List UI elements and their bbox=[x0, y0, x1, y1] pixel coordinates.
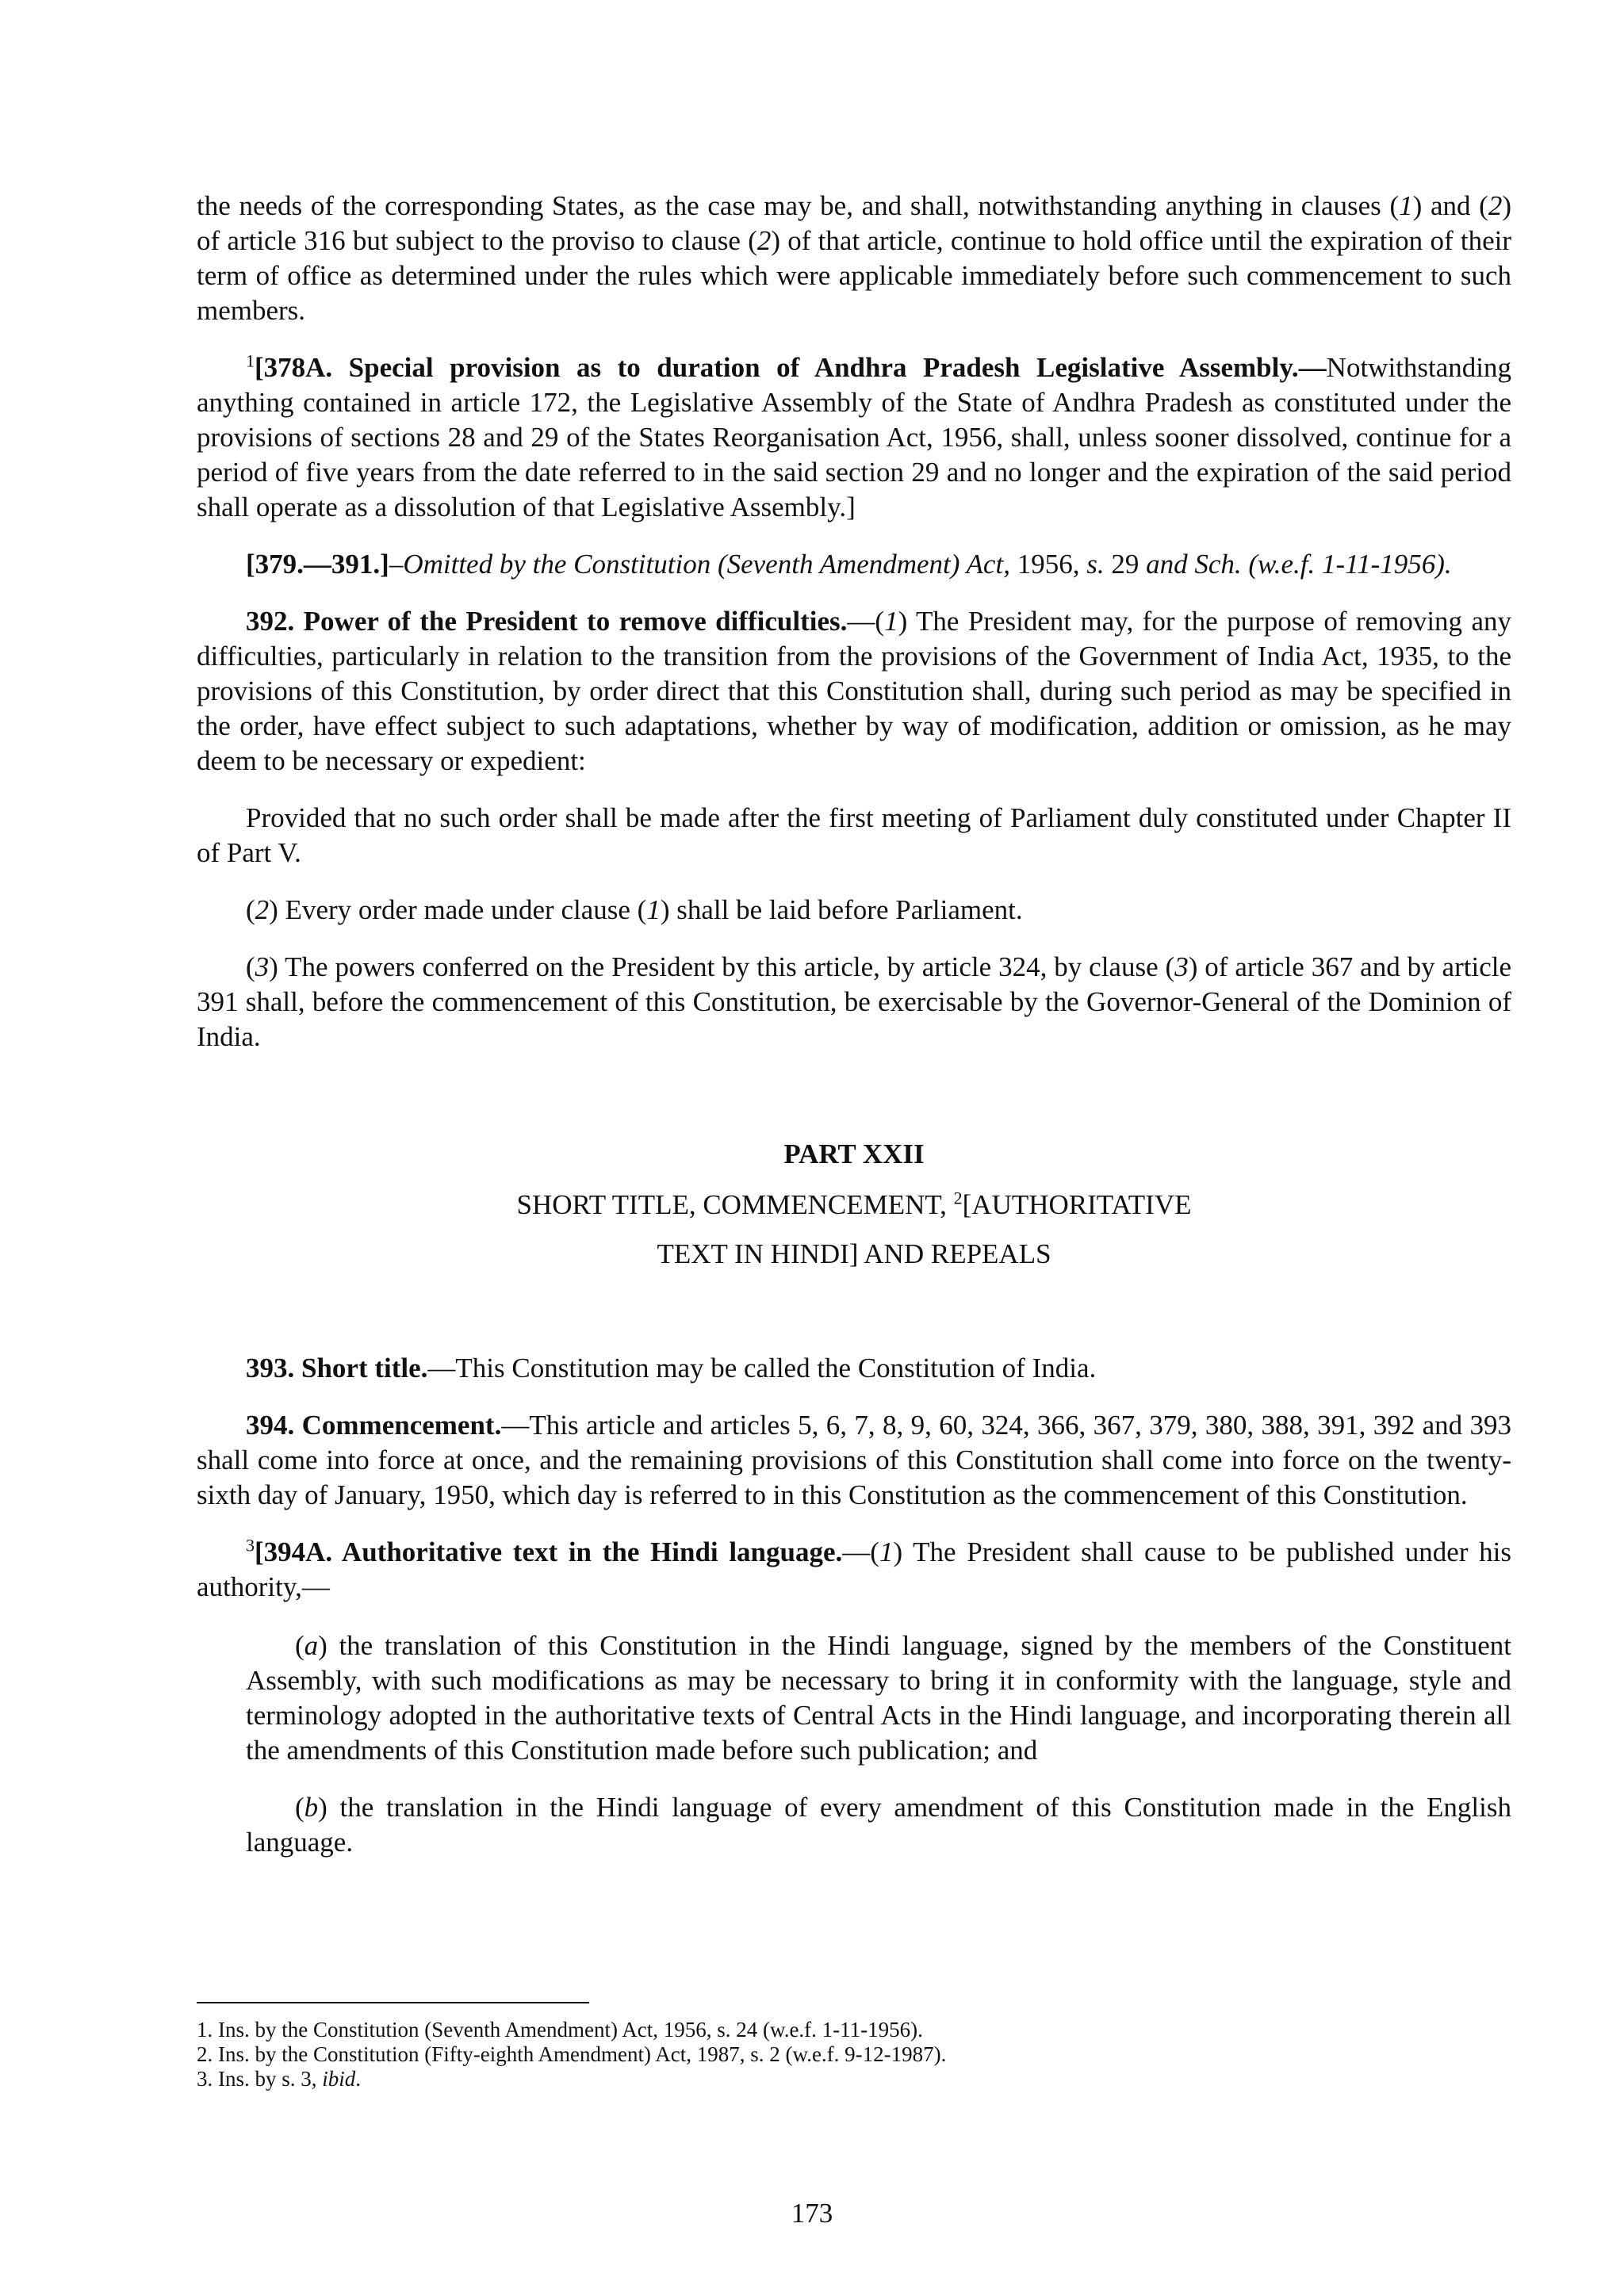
article-378a: $^1$[378A. Special provision as to duration of Andhra Pradesh Legislative Assembly.—Notwithstanding anything contained in article 172, the Legislative Assembly of the State of Andhra Pradesh as constituted under the provisions of sections 28 and 29 of the States Reorganisation Act, 1956, shall, unless sooner dissolved, continue for a period of five years from the date referred to in the said section 29 and no longer and the expiration of the said period shall operate as a dissolution of that Legislative Assembly.] bbox=[197, 350, 1511, 522]
article-394a-clause-a: (a) the translation of this Constitution in the Hindi language, signed by the members of the Constituent Assembly, with such modifications as may be necessary to bring it in conformity with the language, style and terminology adopted in the authoritative texts of Central Acts in the Hindi language, and incorporating therein all the amendments of this Constitution made before such publication; and bbox=[246, 1630, 1511, 1766]
part-title: PART XXII bbox=[783, 1138, 925, 1169]
part-heading bbox=[197, 1137, 1511, 1272]
footnote-ref-1: 1 bbox=[246, 350, 255, 371]
footnote-3: 3. Ins. by s. 3, ibid. bbox=[197, 2067, 362, 2091]
footnotes bbox=[197, 2018, 1511, 2091]
article-394-heading: 394. Commencement. bbox=[246, 1410, 502, 1441]
article-392-clause-3: (3) The powers conferred on the President by this article, by article 324, by clause (3) of article 367 and by article 391 shall, before the commencement of this Constitution, be exercisable by the Governor-General of the Dominion of India. bbox=[197, 951, 1511, 1052]
article-392-heading: 392. Power of the President to remove difficulties. bbox=[246, 606, 848, 637]
footnote-2: 2. Ins. by the Constitution (Fifty-eighth Amendment) Act, 1987, s. 2 (w.e.f. 9-12-1987). bbox=[197, 2042, 947, 2066]
footnote-1: 1. Ins. by the Constitution (Seventh Amendment) Act, 1956, s. 24 (w.e.f. 1-11-1956). bbox=[197, 2018, 923, 2042]
article-392-proviso: Provided that no such order shall be made after the first meeting of Parliament duly constituted under Chapter II of Part V. bbox=[197, 802, 1511, 868]
page-body bbox=[197, 189, 1511, 1860]
footnote-ref-2: 2 bbox=[953, 1188, 963, 1208]
continuation-paragraph: the needs of the corresponding States, as the case may be, and shall, notwithstanding anything in clauses (1) and (2) of article 316 but subject to the proviso to clause (2) of that article, continue to hold office until the expiration of their term of office as determined under the rules which were applicable immediately before such commencement to such members. bbox=[197, 190, 1511, 326]
page-number: 173 bbox=[791, 2198, 833, 2229]
article-379-391-omitted: [379.—391.]–Omitted by the Constitution (Seventh Amendment) Act, 1956, s. 29 and Sch. (w.e.f. 1-11-1956). bbox=[246, 549, 1452, 580]
article-393: 393. Short title.—This Constitution may be called the Constitution of India. bbox=[246, 1353, 1097, 1383]
footnote-divider bbox=[197, 2002, 589, 2003]
article-394a: $^3$[394A. Authoritative text in the Hindi language.—(1) The President shall cause to be published under his authority,— bbox=[197, 1535, 1511, 1602]
article-393-heading: 393. Short title. bbox=[246, 1353, 428, 1383]
part-subtitle-line-2: TEXT IN HINDI] AND REPEALS bbox=[657, 1238, 1051, 1269]
article-392: 392. Power of the President to remove difficulties.—(1) The President may, for the purpose of removing any difficulties, particularly in relation to the transition from the provisions of the Government of India Act, 1935, to the provisions of this Constitution, by order direct that this Constitution shall, during such period as may be specified in the order, have effect subject to such adaptations, whether by way of modification, addition or omission, as he may deem to be necessary or expedient: bbox=[197, 606, 1511, 776]
part-subtitle-line-1: SHORT TITLE, COMMENCEMENT, $^2$[AUTHORITATIVE bbox=[516, 1188, 1192, 1220]
article-394a-heading: [394A. Authoritative text in the Hindi language. bbox=[255, 1536, 843, 1567]
footnote-ref-3: 3 bbox=[246, 1535, 255, 1556]
article-392-clause-2: (2) Every order made under clause (1) shall be laid before Parliament. bbox=[246, 894, 1023, 925]
article-394: 394. Commencement.—This article and articles 5, 6, 7, 8, 9, 60, 324, 366, 367, 379, 380, 388, 391, 392 and 393 shall come into force at once, and the remaining provisions of this Constitution shall come into force on the twenty-sixth day of January, 1950, which day is referred to in this Constitution as the commencement of this Constitution. bbox=[197, 1410, 1511, 1510]
article-378a-heading: [378A. Special provision as to duration of Andhra Pradesh Legislative Assembly.— bbox=[255, 352, 1327, 383]
article-379-heading: [379.—391.] bbox=[246, 549, 389, 580]
article-394a-clause-b: (b) the translation in the Hindi language of every amendment of this Constitution made in the English language. bbox=[246, 1792, 1511, 1858]
